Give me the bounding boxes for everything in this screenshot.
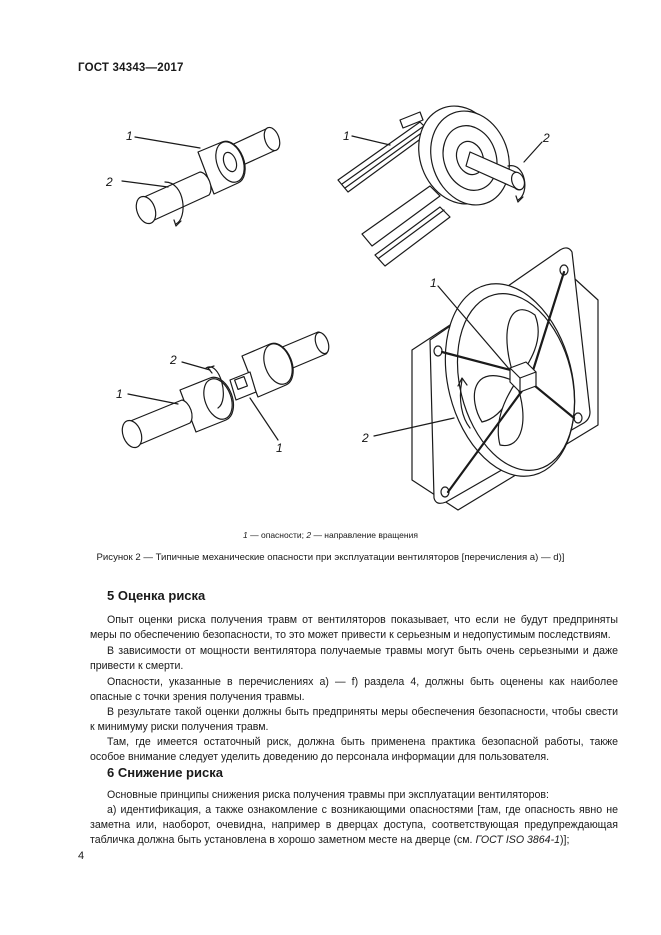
shaft-coupling-illustration [116, 331, 331, 455]
label-rotation: 2 [543, 131, 550, 145]
label-hazard: 1 [343, 129, 350, 143]
paragraph: Основные принципы снижения риска получения травмы при эксплуатации вентиляторов: [107, 789, 549, 801]
legend-number: 2 [306, 530, 312, 540]
figure-mechanical-hazards [90, 100, 610, 515]
label-hazard: 1 [276, 441, 283, 455]
figure-caption: Рисунок 2 — Типичные механические опасности при эксплуатации вентиляторов [перечисления a) — d)] [96, 552, 565, 563]
legend-text: — направление вращения [311, 530, 418, 540]
document-header: ГОСТ 34343—2017 [78, 62, 184, 74]
label-hazard: 1 [126, 129, 133, 143]
paragraph: В результате такой оценки должны быть предприняты меры обеспечения безопасности, чтобы свести к минимуму риски получения травм. [90, 706, 618, 733]
paragraph: В зависимости от мощности вентилятора получаемые травмы могут быть очень серьезными и даже привести к смерти. [90, 645, 618, 672]
label-rotation: 2 [170, 353, 177, 367]
belt-pulley-illustration [338, 100, 550, 266]
label-rotation: 2 [106, 175, 113, 189]
paragraph-list-item [90, 803, 618, 848]
figure-legend [0, 530, 661, 540]
label-hazard: 1 [116, 387, 123, 401]
standard-reference: ГОСТ ISO 3864-1 [475, 834, 560, 846]
paragraph: Опыт оценки риска получения травм от вентиляторов показывает, что если не будут предприняты меры по обеспечению безопасности, то это может привести к серьезным и недопустимым последствиям. [90, 614, 618, 641]
paragraph: Опасности, указанные в перечислениях a) — f) раздела 4, должны быть оценены как наиболее опасные с точки зрения получения травмы. [90, 676, 618, 703]
page-number: 4 [78, 850, 85, 862]
legend-text: — опасности; [247, 530, 307, 540]
label-hazard: 1 [430, 276, 437, 290]
section-heading: 6 Снижение риска [107, 765, 223, 780]
axial-fan-illustration [361, 248, 598, 510]
shaft-collar-illustration [105, 125, 283, 226]
legend-number: 1 [243, 530, 248, 540]
list-item-text: )]; [560, 834, 570, 846]
list-item-text: a) идентификация, а также ознакомление с возникающими опасностями [там, где опасность явно не заметна или, наоборот, очевидна, например в дверцах доступа, соответствующая предупреждающая табличка должна быть установлена в хорошо заметном месте на дверце (см. [90, 804, 618, 846]
paragraph: Там, где имеется остаточный риск, должна быть применена практика безопасной работы, также особое внимание следует уделить доведению до персонала информации для пользователя. [90, 736, 618, 763]
section-heading: 5 Оценка риска [107, 588, 206, 603]
label-rotation: 2 [362, 431, 369, 445]
